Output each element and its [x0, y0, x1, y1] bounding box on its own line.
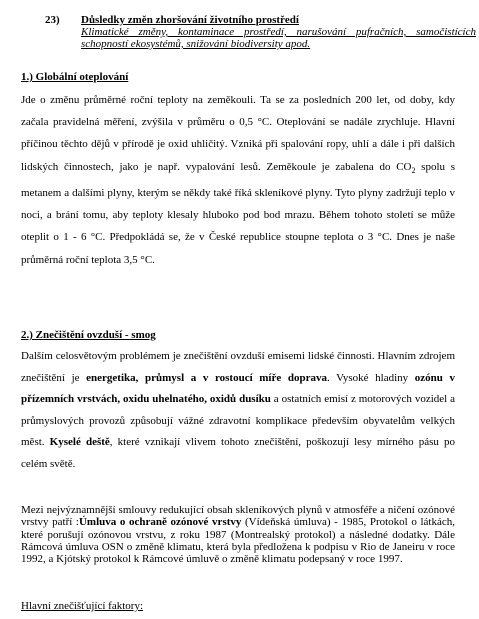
question-number: 23)	[45, 14, 60, 26]
paragraph-global-warming	[21, 89, 455, 271]
paragraph-text: (Vídeňská úmluva) - 1985, Protokol o látkách, které porušují ozónovou vrstvu, z roku 1987 (Montrealský protokol) a následné dodatky. Dále Rámcová úmluva OSN o změně klimatu, která byla předložena k podpisu v Rio de Janeiru v roce 1992, a Kjótský protokol k Rámcové úmluvě o změně klimatu podepsaný v roce 1997.	[21, 516, 455, 566]
paragraph-text: . Vysoké hladiny	[326, 371, 415, 384]
question-subtitle: Klimatické změny, kontaminace prostředí, narušování pufračních, samočistících schopností ekosystémů, snižování biodiversity apod.	[81, 26, 476, 50]
bold-text: Kyselé deště	[49, 436, 110, 448]
paragraph-treaties	[21, 504, 455, 565]
paragraph-text: Jde o změnu průměrné roční teploty na zeměkouli. Ta se za posledních 200 let, od doby, kdy začala pravidelná měření, zvýšila v průměru o 0,5 °C. Oteplování se nadále zrychluje. Hlavní příčinou těchto dějů v přírodě je oxid uhličitý. Vzniká při spalování ropy, uhlí a dále i při dalších lidských činnostech, jako je např. vypalování lesů. Zeměkoule je zabalena do CO	[21, 94, 455, 173]
question-title: Důsledky změn zhoršování životního prostředí	[81, 14, 299, 26]
bold-text: energetika, průmysl a v rostoucí míře doprava	[86, 371, 327, 384]
bold-text: ozónu v přízemních vrstvách, oxidu uhelnatého, oxidů dusíku	[21, 371, 455, 405]
paragraph-text: Dalším celosvětovým problémem je znečištění ovzduší emisemi lidské činnosti. Hlavním zdrojem znečištění je	[21, 350, 455, 384]
paragraph-air-pollution	[21, 346, 455, 475]
section-heading-smog: 2.) Znečištění ovzduší - smog	[21, 329, 156, 341]
subscript-2: 2	[411, 165, 416, 175]
section-heading-global-warming: 1.) Globální oteplování	[21, 71, 129, 83]
paragraph-text: spolu s metanem a dalšími plyny, kterým se někdy také říká skleníkové plyny. Tyto plyny zadržují teplo v noci, a brání tomu, aby teploty klesaly hluboko pod bod mrazu. Během tohoto století se může oteplit o 1 - 6 °C. Předpokládá se, že v České republice stoupne teplota o 3 °C. Dnes je naše průměrná roční teplota 3,5 °C.	[21, 160, 456, 266]
paragraph-text: Mezi nejvýznamnější smlouvy redukující obsah skleníkových plynů v atmosféře a ničení ozónové vrstvy patří :	[21, 504, 455, 529]
bold-text: Úmluva o ochraně ozónové vrstvy	[78, 516, 242, 529]
main-polluting-factors-heading: Hlavní znečišťující faktory:	[21, 600, 143, 612]
paragraph-text: a ostatních emisí z motorových vozidel a průmyslových provozů způsobují vážné zdravotní komplikace především obyvatelům velkých měst.	[21, 393, 455, 448]
paragraph-text: , které vznikají vlivem tohoto znečištění, poškozují lesy mírného pásu po celém světě.	[21, 436, 456, 470]
